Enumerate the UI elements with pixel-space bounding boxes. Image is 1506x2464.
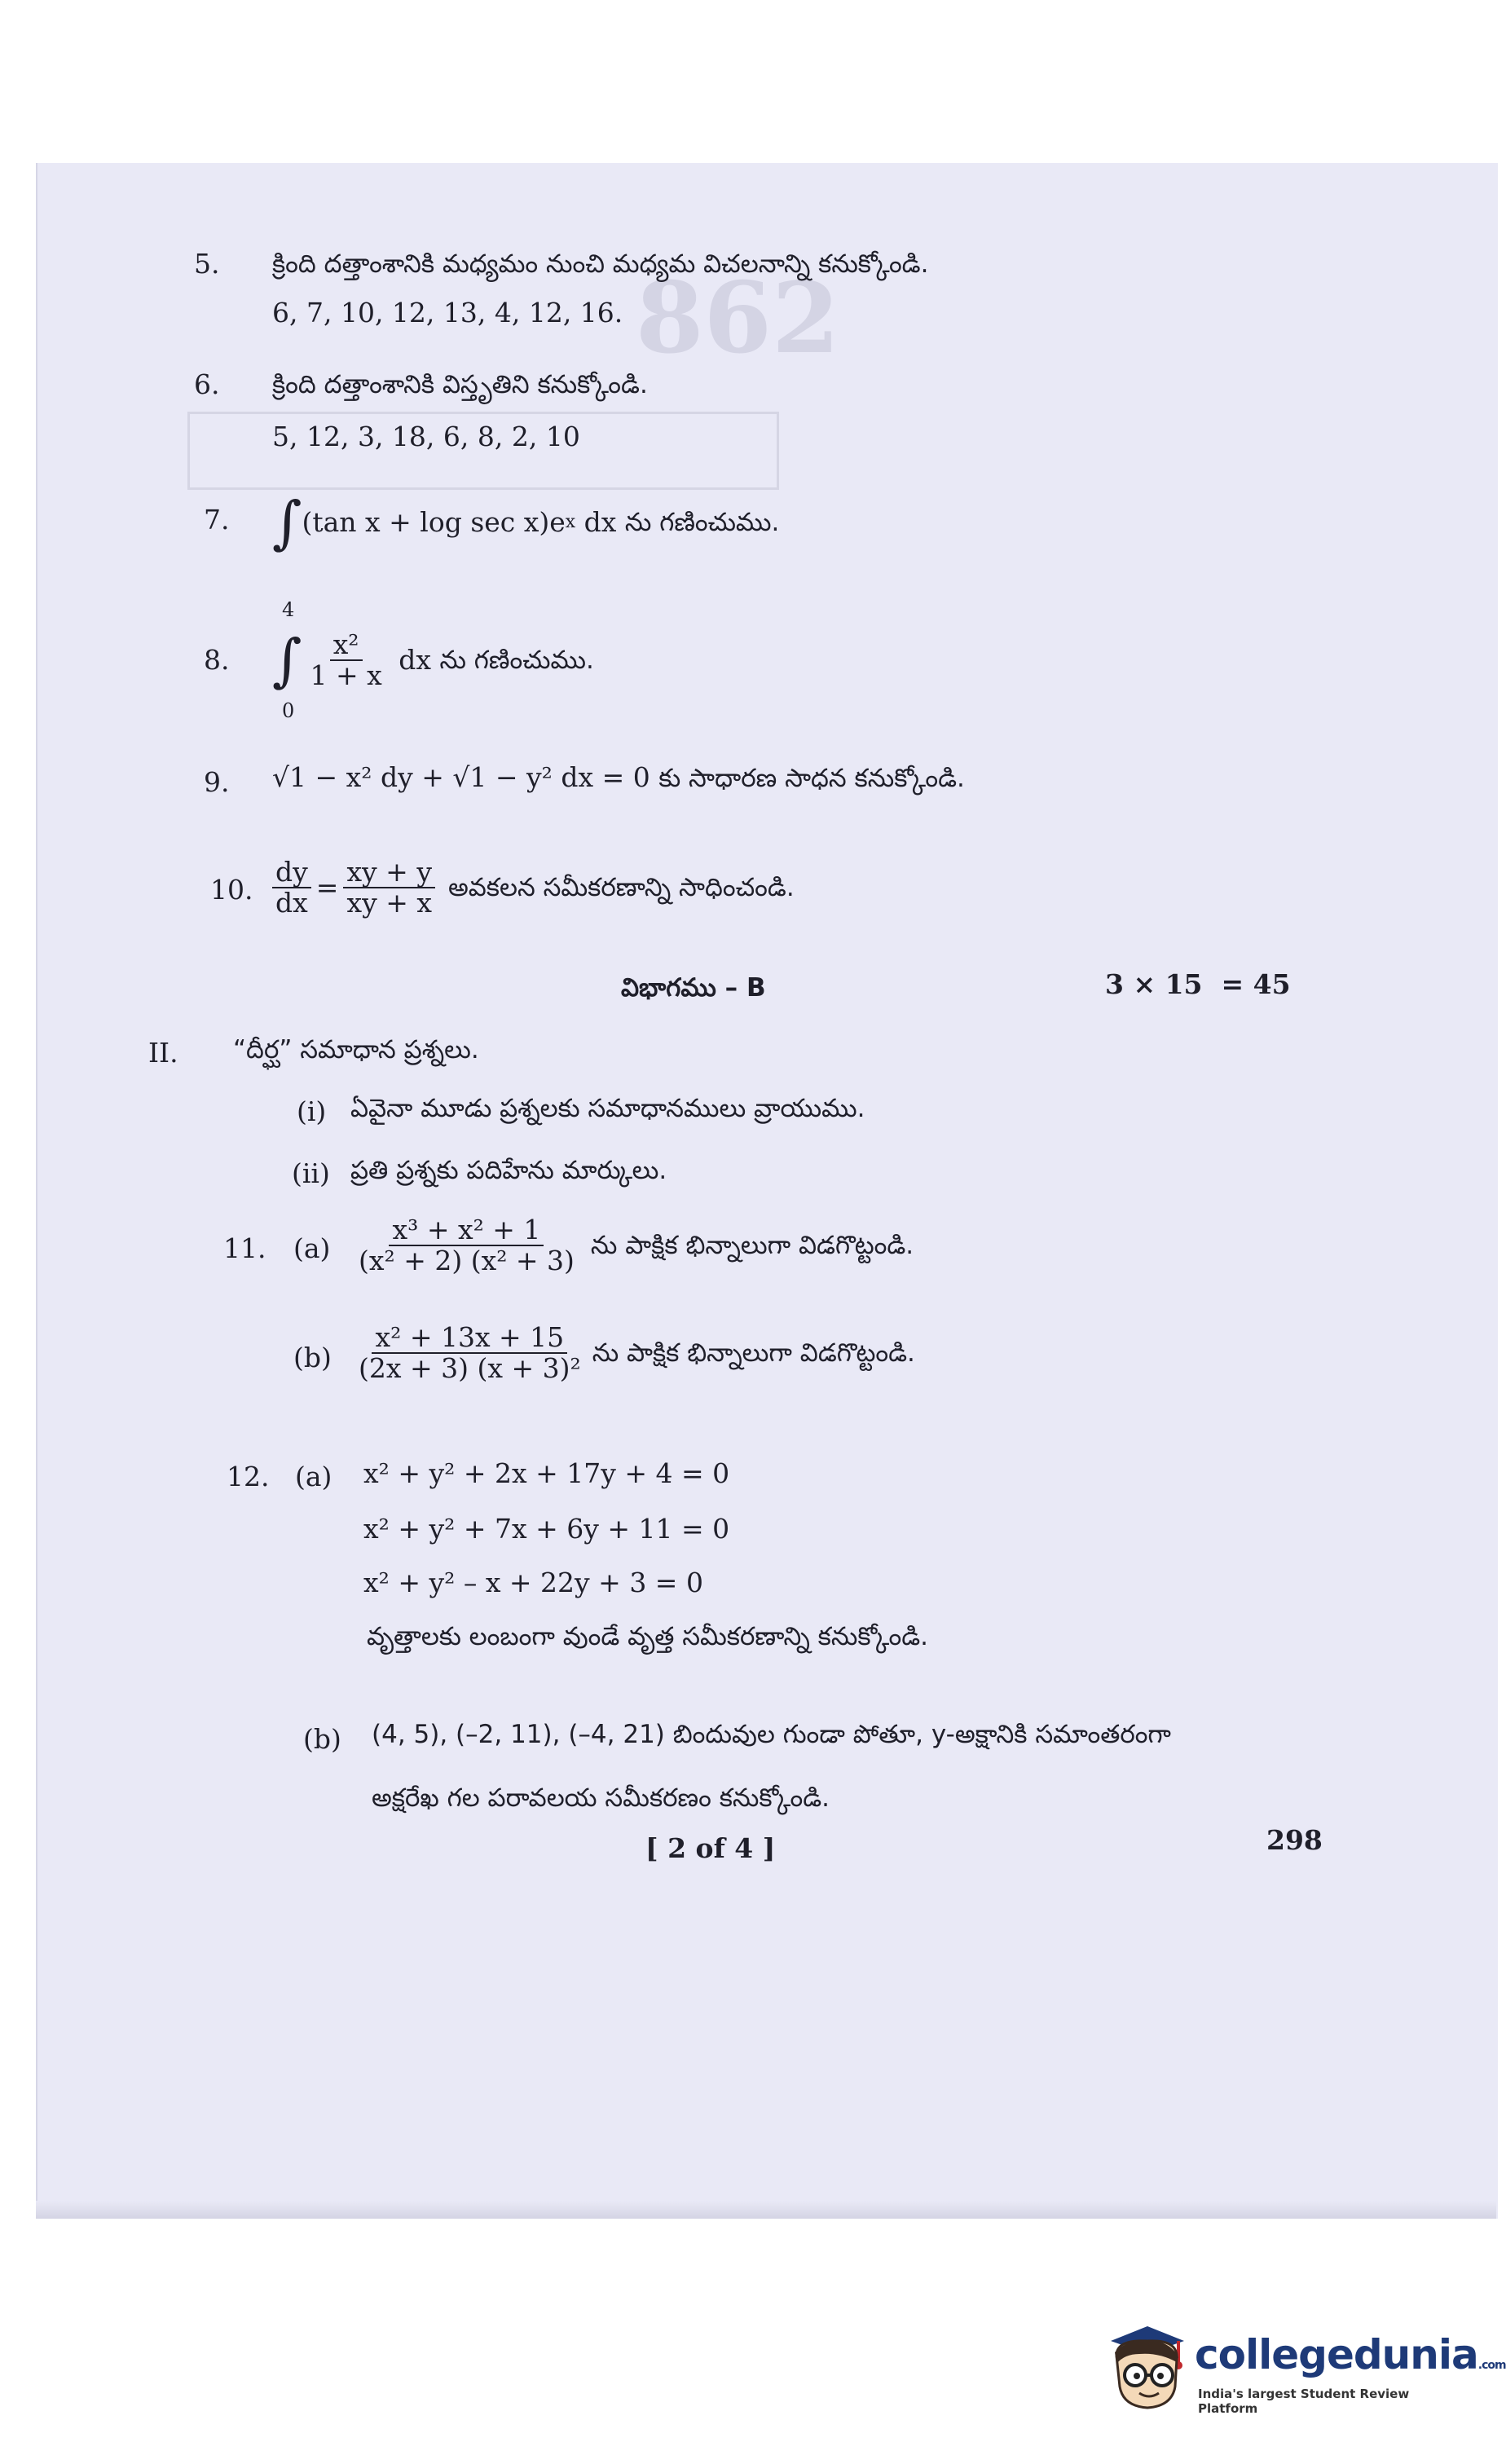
scan-edge xyxy=(36,2201,1496,2219)
integral-sign: ∫ xyxy=(272,489,302,556)
q9-text: కు సాధారణ సాధన కనుక్కోండి. xyxy=(658,764,965,793)
q8-lower-limit: 0 xyxy=(282,699,295,722)
q10-lhs-fraction xyxy=(272,857,311,918)
q11a-text: ను పాక్షిక భిన్నాలుగా విడగొట్టండి. xyxy=(590,1231,914,1260)
q10-equals: = xyxy=(315,871,339,903)
q10-number: 10. xyxy=(210,874,253,906)
q12a-equation-2: x² + y² + 7x + 6y + 11 = 0 xyxy=(363,1513,730,1545)
q11a-expression xyxy=(355,1205,914,1286)
section-title: విభాగము – B xyxy=(621,973,766,1003)
q7-number: 7. xyxy=(204,504,230,536)
q12a-equation-3: x² + y² – x + 22y + 3 = 0 xyxy=(363,1567,703,1598)
mascot-icon xyxy=(1099,2316,1188,2414)
q8-dx: dx xyxy=(390,644,440,676)
page-number: [ 2 of 4 ] xyxy=(645,1832,776,1864)
show-through-code: 862 xyxy=(636,261,840,376)
q12-number: 12. xyxy=(227,1461,270,1492)
q10-rhs-fraction xyxy=(343,857,435,918)
q9-equation: √1 − x² dy + √1 − y² dx = 0 xyxy=(272,761,650,793)
q11a-fraction xyxy=(355,1215,578,1276)
q10-text: అవకలన సమీకరణాన్ని సాధించండి. xyxy=(447,873,795,902)
q5-text: క్రింది దత్తాంశానికి మధ్యమం నుంచి మధ్యమ విచలనాన్ని కనుక్కోండి. xyxy=(272,249,929,279)
q11b-denominator: (2x + 3) (x + 3)² xyxy=(359,1352,581,1384)
q11b-text: ను పాక్షిక భిన్నాలుగా విడగొట్టండి. xyxy=(592,1338,915,1368)
q10-rhs-numerator: xy + y xyxy=(343,857,435,888)
q11a-label: (a) xyxy=(293,1232,331,1264)
q10-expression xyxy=(272,851,795,924)
q8-text: ను గణించుము. xyxy=(439,646,594,675)
q8-numerator: x² xyxy=(330,630,363,661)
instruction-i: ఏవైనా మూడు ప్రశ్నలకు సమాధానములు వ్రాయుము. xyxy=(350,1094,865,1123)
logo-wordmark xyxy=(1195,2331,1506,2378)
q9-number: 9. xyxy=(204,766,230,798)
q11b-label: (b) xyxy=(293,1342,332,1373)
logo-tagline: India's largest Student Review Platform xyxy=(1198,2387,1410,2416)
q12a-text: వృత్తాలకు లంబంగా వుండే వృత్త సమీకరణాన్ని కనుక్కోండి. xyxy=(367,1622,929,1651)
integral-sign: ∫ xyxy=(272,627,302,694)
q7-integrand: (tan x + log sec x)e xyxy=(302,506,566,538)
instruction-i-label: (i) xyxy=(297,1095,327,1127)
q6-text: క్రింది దత్తాంశానికి విస్తృతిని కనుక్కోండి. xyxy=(272,370,648,399)
q12a-equation-1: x² + y² + 2x + 17y + 4 = 0 xyxy=(363,1457,730,1489)
q8-number: 8. xyxy=(204,644,230,676)
q11a-denominator: (x² + 2) (x² + 3) xyxy=(359,1245,575,1276)
q12b-label: (b) xyxy=(303,1723,341,1755)
q8-fraction xyxy=(306,630,385,690)
collegedunia-logo xyxy=(1090,2307,1506,2429)
q12b-text-line2: అక్షరేఖ గల పరావలయ సమీకరణం కనుక్కోండి. xyxy=(372,1783,830,1813)
logo-name: collegedunia xyxy=(1195,2331,1478,2378)
paper-code: 298 xyxy=(1266,1824,1323,1856)
q8-expression xyxy=(272,619,594,701)
part-roman-numeral: II. xyxy=(148,1037,178,1069)
q10-lhs-numerator: dy xyxy=(272,857,311,888)
q10-lhs-denominator: dx xyxy=(275,887,308,919)
q11-number: 11. xyxy=(223,1232,266,1264)
q9-expression xyxy=(272,761,965,795)
q10-rhs-denominator: xy + x xyxy=(346,887,432,919)
q11a-numerator: x³ + x² + 1 xyxy=(389,1215,544,1246)
q8-upper-limit: 4 xyxy=(282,598,295,621)
q5-number: 5. xyxy=(194,248,220,280)
part-heading: “దీర్ఘ” సమాధాన ప్రశ్నలు. xyxy=(233,1035,479,1065)
q11b-numerator: x² + 13x + 15 xyxy=(372,1323,567,1354)
q12a-label: (a) xyxy=(295,1461,332,1492)
q11b-fraction xyxy=(355,1323,584,1383)
q7-text: ను గణించుము. xyxy=(624,508,780,537)
instruction-ii: ప్రతి ప్రశ్నకు పదిహేను మార్కులు. xyxy=(350,1156,667,1185)
q6-data: 5, 12, 3, 18, 6, 8, 2, 10 xyxy=(272,421,580,452)
q5-data: 6, 7, 10, 12, 13, 4, 12, 16. xyxy=(272,297,623,328)
q7-dx: dx xyxy=(575,506,625,538)
q11b-expression xyxy=(355,1312,915,1394)
q6-number: 6. xyxy=(194,368,220,400)
instruction-ii-label: (ii) xyxy=(292,1157,330,1189)
logo-com: .com xyxy=(1477,2359,1506,2372)
q12b-text-line1: (4, 5), (–2, 11), (–4, 21) బిందువుల గుండా పోతూ, y-అక్షానికి సమాంతరంగా xyxy=(372,1720,1171,1749)
q7-exponent: x xyxy=(565,512,576,532)
q7-expression xyxy=(272,489,780,556)
section-marks: 3 × 15 = 45 xyxy=(1105,968,1291,1000)
q8-denominator: 1 + x xyxy=(310,659,382,691)
